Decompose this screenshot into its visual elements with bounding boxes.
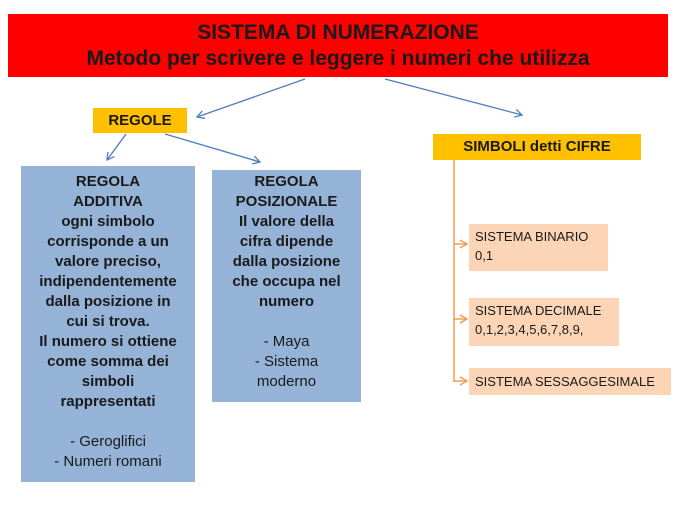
additiva-line: dalla posizione in [45,293,171,310]
regola-additiva-box [21,166,195,482]
binario-digits: 0,1 [475,248,494,263]
additiva-line: corrisponde a un [47,233,169,250]
posizionale-line: dalla posizione [232,253,341,270]
posizionale-heading-1: REGOLA [254,173,319,190]
sistema-sessaggesimale-box [469,368,671,395]
posizionale-line: che occupa nel [232,273,341,290]
title-line-1: SISTEMA DI NUMERAZIONE [197,21,479,44]
title-line-2: Metodo per scrivere e leggere i numeri che utilizza [86,47,590,70]
sistema-decimale-box [469,298,619,346]
arrow-regole-to-posizionale [165,134,260,162]
simboli-label: SIMBOLI detti CIFRE [433,134,641,160]
decimale-title: SISTEMA DECIMALE [475,303,602,318]
posizionale-example: - Sistema [254,353,319,370]
decimale-digits: 0,1,2,3,4,5,6,7,8,9, [475,322,584,337]
sessaggesimale-title: SISTEMA SESSAGGESIMALE [475,374,655,389]
additiva-line: Il numero si ottiene [39,333,177,350]
posizionale-line: numero [258,293,314,310]
arrow-regole-to-additiva [107,134,126,160]
posizionale-example: moderno [256,373,317,390]
additiva-line: come somma dei [47,353,169,370]
additiva-heading-2: ADDITIVA [73,193,143,210]
additiva-line: cui si trova. [66,313,150,330]
regole-label: REGOLE [93,108,187,133]
additiva-line: rappresentati [60,393,156,410]
arrow-title-to-regole [197,79,305,117]
arrow-title-to-simboli [385,79,522,115]
additiva-line: ogni simbolo [61,213,155,230]
additiva-heading-1: REGOLA [75,173,141,190]
posizionale-line: cifra dipende [239,233,334,250]
title-banner [8,14,668,77]
additiva-line: simboli [81,373,135,390]
additiva-example: - Geroglifici [70,433,146,450]
posizionale-heading-2: POSIZIONALE [235,193,338,210]
sistema-binario-box [469,224,608,271]
additiva-line: indipendentemente [39,273,177,290]
regola-posizionale-box [212,170,361,402]
additiva-line: valore preciso, [55,253,161,270]
posizionale-example: - Maya [263,333,310,350]
additiva-example: - Numeri romani [54,453,162,470]
posizionale-line: Il valore della [238,213,335,230]
binario-title: SISTEMA BINARIO [475,229,589,244]
